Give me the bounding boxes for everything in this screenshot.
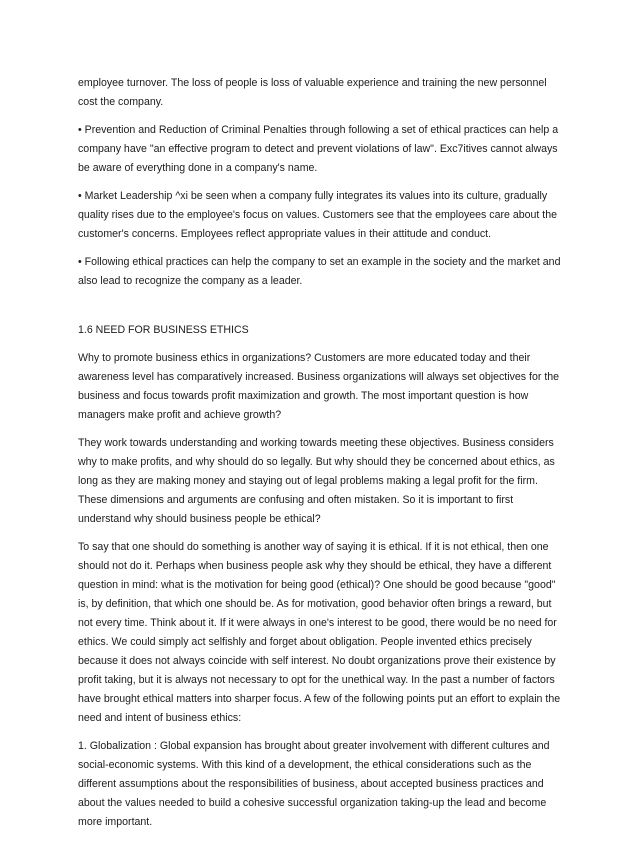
paragraph-globalization: 1. Globalization : Global expansion has brought about greater involvement with different cultures and social-economic systems. With this kind of a development, the ethical considerations such as the different assumptions about the responsibilities of business, about accepted business practices and about the values needed to build a cohesive successful organization taking-up the lead and become more important. — [78, 740, 550, 828]
paragraph-market-leadership: • Market Leadership ^xi be seen when a company fully integrates its values into its culture, gradually quality rises due to the employee's focus on values. Customers see that the employees care about the customer's concerns. Employees reflect appropriate values in their attitude and conduct. — [78, 190, 558, 240]
section-gap — [78, 300, 568, 321]
paragraph-objectives: They work towards understanding and working towards meeting these objectives. Business considers why to make profits, and why should do so legally. But why should they be concerned about ethics, as long as they are making money and staying out of legal problems making a legal profit for the firm. These dimensions and arguments are confusing and often mistaken. So it is important to first understand why should business people be ethical? — [78, 437, 555, 525]
paragraph-motivation: To say that one should do something is another way of saying it is ethical. If it is not ethical, then one should not do it. Perhaps when business people ask why they should be ethical, they have a different question in mind: what is the motivation for being good (ethical)? One should be good because "good" is, by definition, that which one should be. As for motivation, good behavior often brings a reward, but not every time. Think about it. If it were always in one's interest to be good, there would be no need for ethics. We could simply act selfishly and forget about obligation. People invented ethics precisely because it does not always coincide with self interest. No doubt organizations prove their existence by profit taking, but it is always not necessary to opt for the unethical way. In the past a number of factors have brought ethical matters into sharper focus. A few of the following points put an effort to explain the need and intent of business ethics: — [78, 541, 561, 724]
paragraph-ethical-example: • Following ethical practices can help the company to set an example in the society and the market and also lead to recognize the company as a leader. — [78, 256, 561, 287]
paragraph-why-promote: Why to promote business ethics in organizations? Customers are more educated today and their awareness level has comparatively increased. Business organizations will always set objectives for the business and focus towards profit maximization and growth. The most important question is how managers make profit and achieve growth? — [78, 352, 560, 421]
section-heading: 1.6 NEED FOR BUSINESS ETHICS — [78, 324, 249, 336]
paragraph-criminal-penalties: • Prevention and Reduction of Criminal Penalties through following a set of ethical practices can help a company have "an effective program to detect and prevent violations of law". Exc7itives cannot always be aware of everything done in a company's name. — [78, 124, 559, 174]
paragraph-turnover: employee turnover. The loss of people is loss of valuable experience and training the new personnel cost the company. — [78, 77, 547, 108]
document-page — [78, 74, 568, 841]
